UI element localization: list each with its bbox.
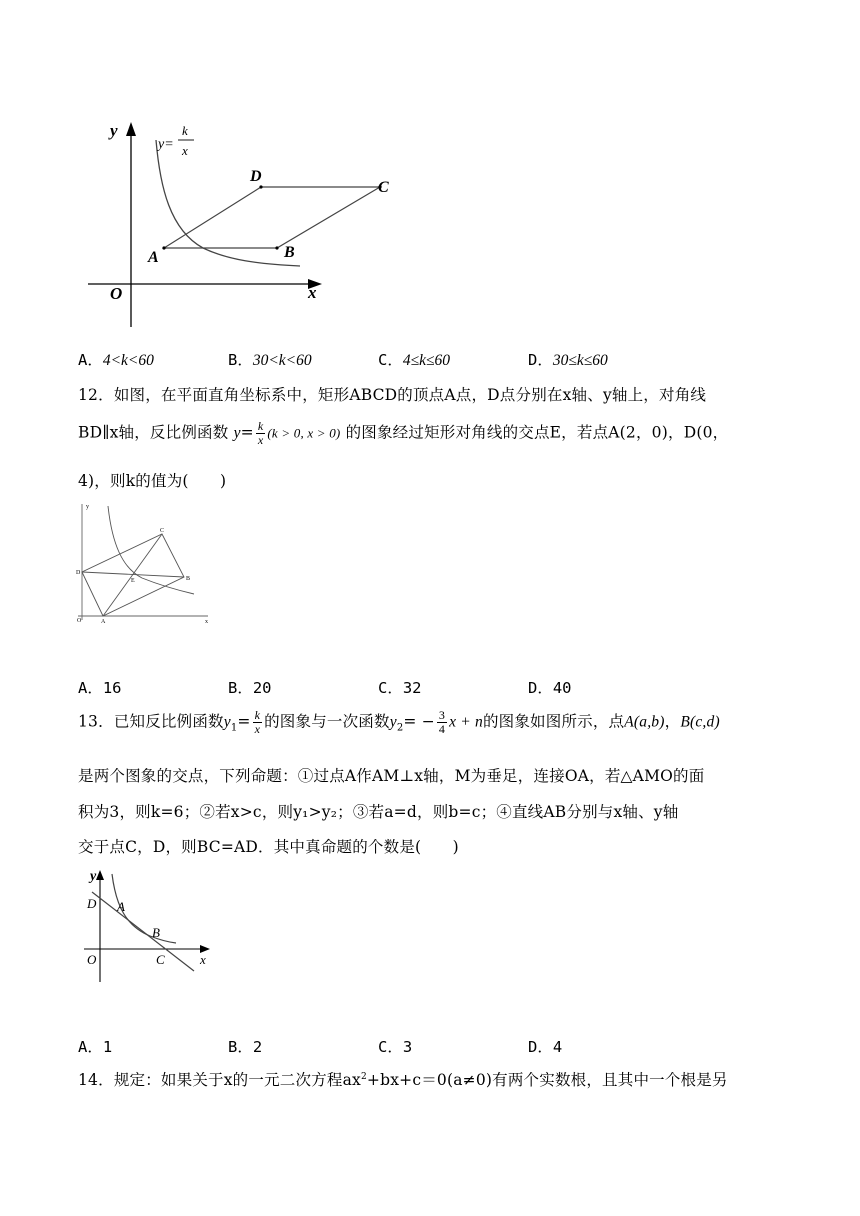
curve-label-prefix: y= <box>158 137 174 152</box>
q12-line-1: 12．如图，在平面直角坐标系中，矩形ABCD的顶点A点，D点分别在x轴、y轴上，对角线 <box>78 386 707 404</box>
q12-option-d[interactable]: D．40 <box>528 679 572 697</box>
fraction-k-over-x-q13: $\frac{k}{x}$ <box>254 708 261 736</box>
q13-line-2: 是两个图象的交点，下列命题：①过点A作AM⊥x轴，M为垂足，连接OA，若△AMO的面 <box>78 767 705 785</box>
curve-label-den: x <box>182 143 188 158</box>
q12-option-a[interactable]: A．16 <box>78 679 122 697</box>
label-y: y <box>110 121 118 140</box>
fig3-label-A: A <box>117 899 125 914</box>
fig3-label-y: y <box>90 869 97 884</box>
label-x: x <box>308 283 317 302</box>
y-axis-arrow <box>126 122 136 136</box>
fig2-label-D: D <box>76 570 81 576</box>
fraction-k-over-x: $\frac{k}{x}$ <box>257 419 264 447</box>
curve-label-num: k <box>182 123 188 138</box>
label-B: B <box>284 244 295 261</box>
parallelogram-abcd <box>164 187 380 248</box>
q13-option-a[interactable]: A．1 <box>78 1038 113 1056</box>
q11-option-b[interactable]: B．30<k<60 <box>228 351 312 369</box>
q13-option-b[interactable]: B．2 <box>228 1038 263 1056</box>
q11-option-a[interactable]: A．4<k<60 <box>78 351 154 369</box>
label-C: C <box>378 179 389 196</box>
q12-line-2: BD∥x轴，反比例函数 y= $\frac{k}{x}$ (k > 0, x > 0) 的图象经过矩形对角线的交点E，若点A(2，0)，D(0， <box>78 419 729 447</box>
label-D: D <box>250 168 262 185</box>
q14-line-1: 14．规定：如果关于x的一元二次方程$ax^2+bx+c=0(a\ne 0)$有两个实数根，且其中一个根是另 <box>78 1071 728 1089</box>
fig3-label-O: O <box>87 952 97 967</box>
q12-line-3: 4)，则k的值为( ) <box>78 472 227 490</box>
fraction-3-over-4: $\frac{3}{4}$ <box>438 708 446 736</box>
q12-option-b[interactable]: B．20 <box>228 679 272 697</box>
fig3-label-B: B <box>152 925 160 940</box>
q13-line-4: 交于点C，D，则BC=AD．其中真命题的个数是( ) <box>78 838 459 856</box>
q13-option-d[interactable]: D．4 <box>528 1038 563 1056</box>
q11-option-d[interactable]: D．30≤k≤60 <box>528 351 608 369</box>
q11-option-c[interactable]: C．4≤k≤60 <box>378 351 450 369</box>
fig2-label-A: A <box>101 619 106 625</box>
fig2-label-x: x <box>205 619 208 625</box>
q12-option-c[interactable]: C．32 <box>378 679 422 697</box>
fig3-label-x: x <box>200 952 206 967</box>
q13-line-3: 积为3，则k=6；②若x>c，则y₁>y₂；③若a=d，则b=c；④直线AB分别与x轴、y轴 <box>78 803 679 821</box>
label-A: A <box>148 249 159 266</box>
fig2-label-O: O <box>77 618 82 624</box>
figure-q11 <box>78 112 418 337</box>
label-O: O <box>110 284 123 303</box>
fig2-label-B: B <box>186 576 191 582</box>
q13-option-c[interactable]: C．3 <box>378 1038 413 1056</box>
fig2-label-E: E <box>131 578 135 584</box>
fig2-label-C: C <box>160 528 165 534</box>
fig2-label-y: y <box>86 504 89 510</box>
figure-q13 <box>80 866 220 991</box>
q13-line-1: 13．已知反比例函数$y_1=$ $\frac{k}{x}$ 的图象与一次函数$y_2=$ − $\frac{3}{4}$ x + n的图象如图所示，点A(a,b)，B(c,d) <box>78 708 720 736</box>
figure-q12 <box>72 498 222 628</box>
fig3-label-D: D <box>87 896 97 911</box>
fig3-label-C: C <box>156 952 165 967</box>
